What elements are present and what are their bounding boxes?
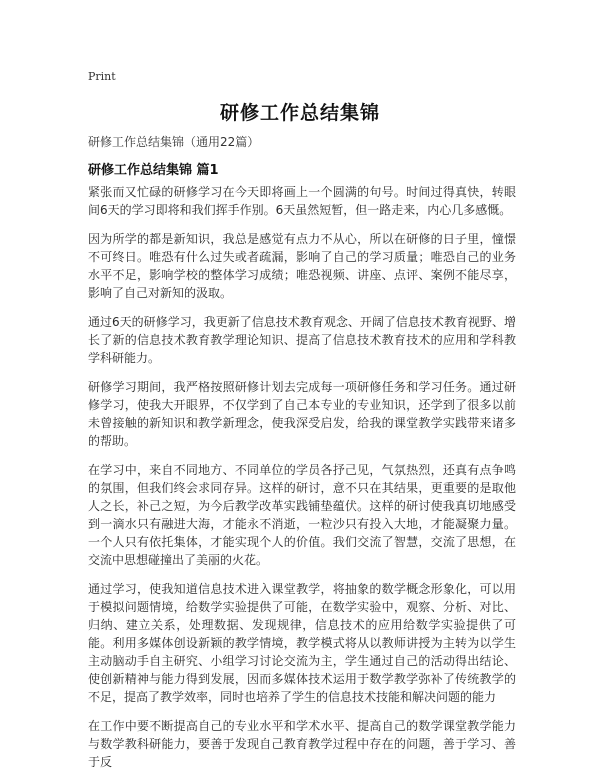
paragraph: 通过6天的研修学习，我更新了信息技术教育观念、开阔了信息技术教育视野、增长了新的信息技术教育教学理论知识、提高了信息技术教育技术的应用和学科教学科研能力。	[88, 315, 516, 365]
paragraph: 因为所学的都是新知识，我总是感觉有点力不从心，所以在研修的日子里，憧憬不可终日。唯恐有什么过失或者疏漏，影响了自己的学习质量；唯恐自己的业务水平不足，影响学校的整体学习成绩；唯恐视频、讲座、点评、案例不能尽享，影响了自己对新知的汲取。	[88, 232, 516, 300]
document-subtitle: 研修工作总结集锦（通用22篇）	[88, 135, 260, 149]
paragraph: 研修学习期间，我严格按照研修计划去完成每一项研修任务和学习任务。通过研修学习，使我大开眼界，不仅学到了自己本专业的专业知识，还学到了很多以前未曾接触的新知识和教学新理念，使我深受启发，给我的课堂教学实践带来诸多的帮助。	[88, 380, 516, 448]
body-text	[88, 183, 516, 782]
print-label: Print	[88, 70, 116, 83]
document-title: 研修工作总结集锦	[219, 102, 380, 124]
paragraph: 紧张而又忙碌的研修学习在今天即将画上一个圆满的句号。时间过得真快，转眼间6天的学习即将和我们挥手作别。6天虽然短暂，但一路走来，内心几多感慨。	[88, 185, 516, 217]
paragraph: 在学习中，来自不同地方、不同单位的学员各抒己见，气氛热烈，还真有点争鸣的氛围，但我们终会求同存异。这样的研讨，意不只在其结果，更重要的是取他人之长，补己之短，为今后教学改革实践铺垫蕴伏。这样的研讨使我真切地感受到一滴水只有融进大海，才能永不消逝，一粒沙只有投入大地，才能凝聚力量。一个人只有依托集体，才能实现个人的价值。我们交流了智慧，交流了思想，在交流中思想碰撞出了美丽的火花。	[88, 463, 516, 567]
section-heading: 研修工作总结集锦 篇1	[88, 163, 219, 178]
paragraph: 通过学习，使我知道信息技术进入课堂教学，将抽象的数学概念形象化，可以用于模拟问题情境，给数学实验提供了可能，在数学实验中，观察、分析、对比、归纳、建立关系，处理数据、发现规律，信息技术的应用给数学实验提供了可能。利用多媒体创设新颖的教学情境，教学模式将从以教师讲授为主转为以学生主动脑动手自主研究、小组学习讨论交流为主，学生通过自己的活动得出结论、使创新精神与能力得到发展，因而多媒体技术运用于数学教学弥补了传统教学的不足，提高了教学效率，同时也培养了学生的信息技术技能和解决问题的能力	[88, 582, 516, 704]
paragraph: 在工作中要不断提高自己的专业水平和学术水平、提高自己的数学课堂教学能力与数学教科研能力，要善于发现自己教育教学过程中存在的问题，善于学习、善于反	[88, 719, 516, 769]
